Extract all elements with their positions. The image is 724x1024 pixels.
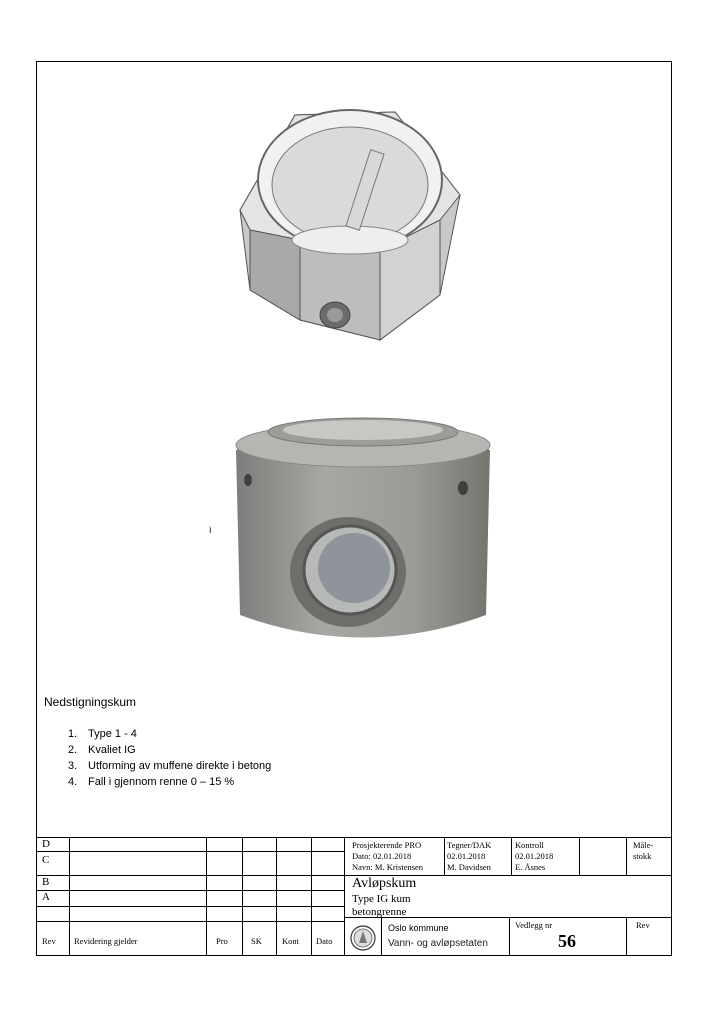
- drawing-subtitle2: betongrenne: [352, 906, 407, 918]
- drawing-title: Avløpskum: [352, 876, 417, 891]
- list-item: 1. Type 1 - 4: [68, 728, 137, 740]
- col-dato: Dato: [316, 936, 333, 946]
- org-dept: Vann- og avløpsetaten: [388, 938, 488, 949]
- drawer-date: 02.01.2018: [447, 851, 486, 861]
- rev-letter-d: D: [42, 838, 50, 850]
- scale-label: Måle-stokk: [633, 840, 654, 861]
- rev-letter-b: B: [42, 876, 50, 888]
- drawer-name: M. Davidsen: [447, 862, 491, 872]
- control-label: Kontroll: [515, 840, 544, 850]
- col-sk: SK: [251, 936, 262, 946]
- control-date: 02.01.2018: [515, 851, 554, 861]
- project-date: Dato: 02.01.2018: [352, 851, 412, 861]
- list-item: 4. Fall i gjennom renne 0 – 15 %: [68, 776, 235, 788]
- list-item: 2. Kvaliet IG: [68, 744, 136, 756]
- project-name: Navn: M. Kristensen: [352, 862, 424, 872]
- col-kont: Kont: [282, 936, 299, 946]
- col-rev: Rev: [42, 936, 56, 946]
- list-item: 3. Utforming av muffene direkte i betong: [68, 760, 272, 772]
- project-line1: Prosjekterende PRO: [352, 840, 422, 850]
- oslo-kommune-seal-icon: [349, 923, 377, 953]
- drawing-subtitle1: Type IG kum: [352, 893, 411, 905]
- attachment-label: Vedlegg nr: [515, 920, 553, 930]
- concrete-manhole-photo: [228, 410, 498, 655]
- drawer-label: Tegner/DAK: [447, 840, 492, 850]
- title-block: [36, 837, 672, 956]
- section-heading: Nedstigningskum: [44, 695, 137, 709]
- rev-label: Rev: [636, 920, 650, 930]
- stray-mark: ì: [209, 525, 212, 535]
- rev-letter-c: C: [42, 854, 50, 866]
- rev-letter-a: A: [42, 891, 50, 903]
- control-name: E. Åsnes: [515, 862, 546, 872]
- col-revision: Revidering gjelder: [74, 936, 138, 946]
- org-name: Oslo kommune: [388, 923, 449, 933]
- col-pro: Pro: [216, 936, 228, 946]
- hex-manhole-render: [230, 90, 480, 350]
- attachment-number: 56: [558, 931, 576, 951]
- spec-list: [68, 726, 271, 790]
